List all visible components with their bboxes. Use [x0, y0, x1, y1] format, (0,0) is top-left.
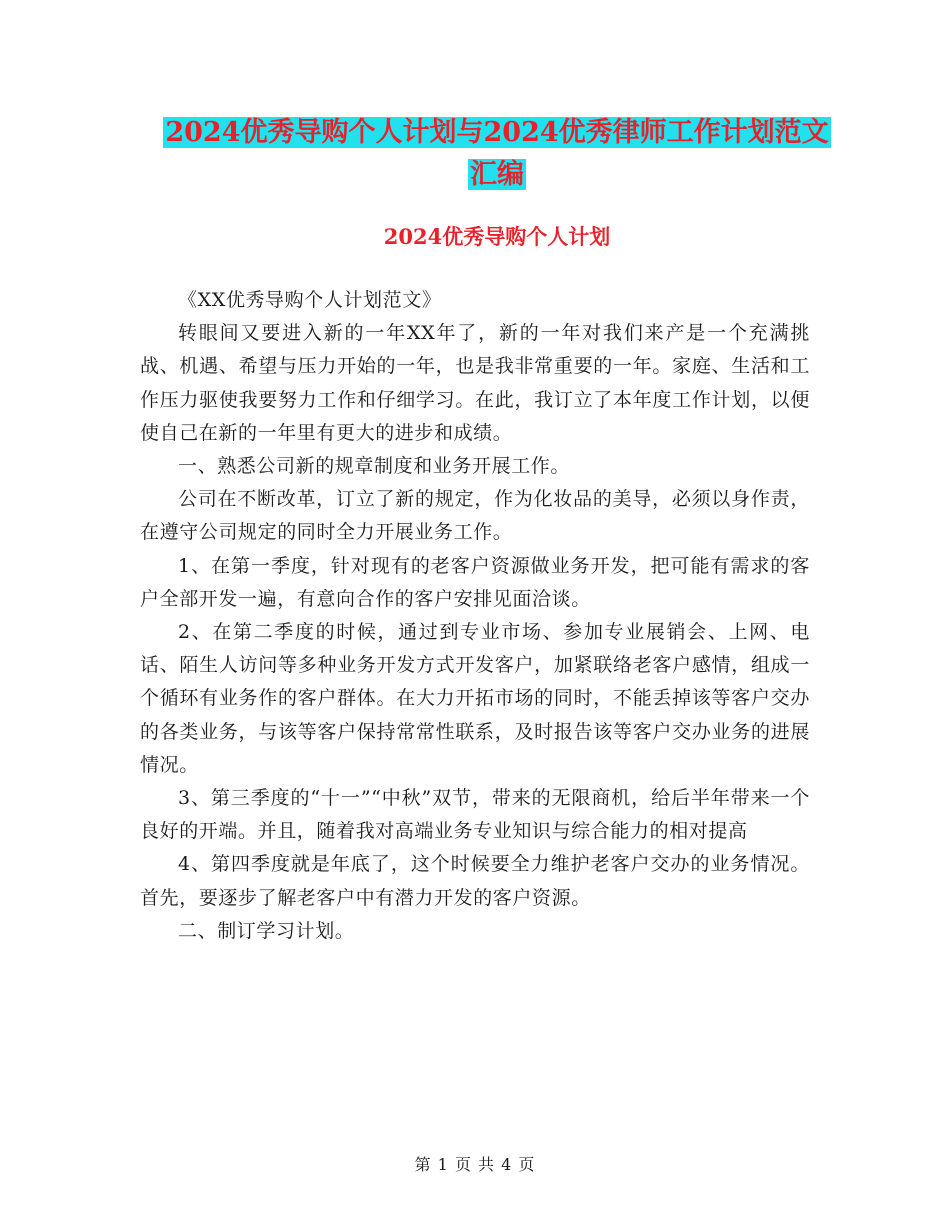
paragraph: 《XX优秀导购个人计划范文》 — [178, 289, 442, 311]
document-title-line1: 2024优秀导购个人计划与2024优秀律师工作计划范文 — [165, 117, 829, 148]
paragraph: 1、在第一季度，针对现有的老客户资源做业务开发，把可能有需求的客户全部开发一遍，有意向合作的客户安排见面洽谈。 — [140, 554, 810, 610]
paragraph: 二、制订学习计划。 — [178, 919, 355, 942]
document-body — [140, 284, 810, 948]
paragraph: 3、第三季度的“十一”“中秋”双节，带来的无限商机，给后半年带来一个良好的开端。并且，随着我对高端业务专业知识与综合能力的相对提高 — [140, 787, 810, 843]
paragraph: 公司在不断改革，订立了新的规定，作为化妆品的美导，必须以身作责，在遵守公司规定的同时全力开展业务工作。 — [140, 488, 810, 544]
paragraph: 2、在第二季度的时候，通过到专业市场、参加专业展销会、上网、电话、陌生人访问等多种业务开发方式开发客户，加紧联络老客户感情，组成一个循环有业务作的客户群体。在大力开拓市场的同时，不能丢掉该等客户交办的各类业务，与该等客户保持常常性联系，及时报告该等客户交办业务的进展情况。 — [140, 621, 810, 776]
paragraph: 一、熟悉公司新的规章制度和业务开展工作。 — [178, 455, 571, 478]
document-title-line2: 汇编 — [470, 159, 524, 190]
section-title: 2024优秀导购个人计划 — [383, 224, 611, 249]
paragraph: 4、第四季度就是年底了，这个时候要全力维护老客户交办的业务情况。首先，要逐步了解老客户中有潜力开发的客户资源。 — [140, 853, 810, 909]
paragraph: 转眼间又要进入新的一年XX年了，新的一年对我们来产是一个充满挑战、机遇、希望与压力开始的一年，也是我非常重要的一年。家庭、生活和工作压力驱使我要努力工作和仔细学习。在此，我订立了本年度工作计划，以便使自己在新的一年里有更大的进步和成绩。 — [140, 322, 810, 444]
document-title — [140, 112, 854, 196]
page-footer: 第 1 页 共 4 页 — [414, 1155, 536, 1174]
